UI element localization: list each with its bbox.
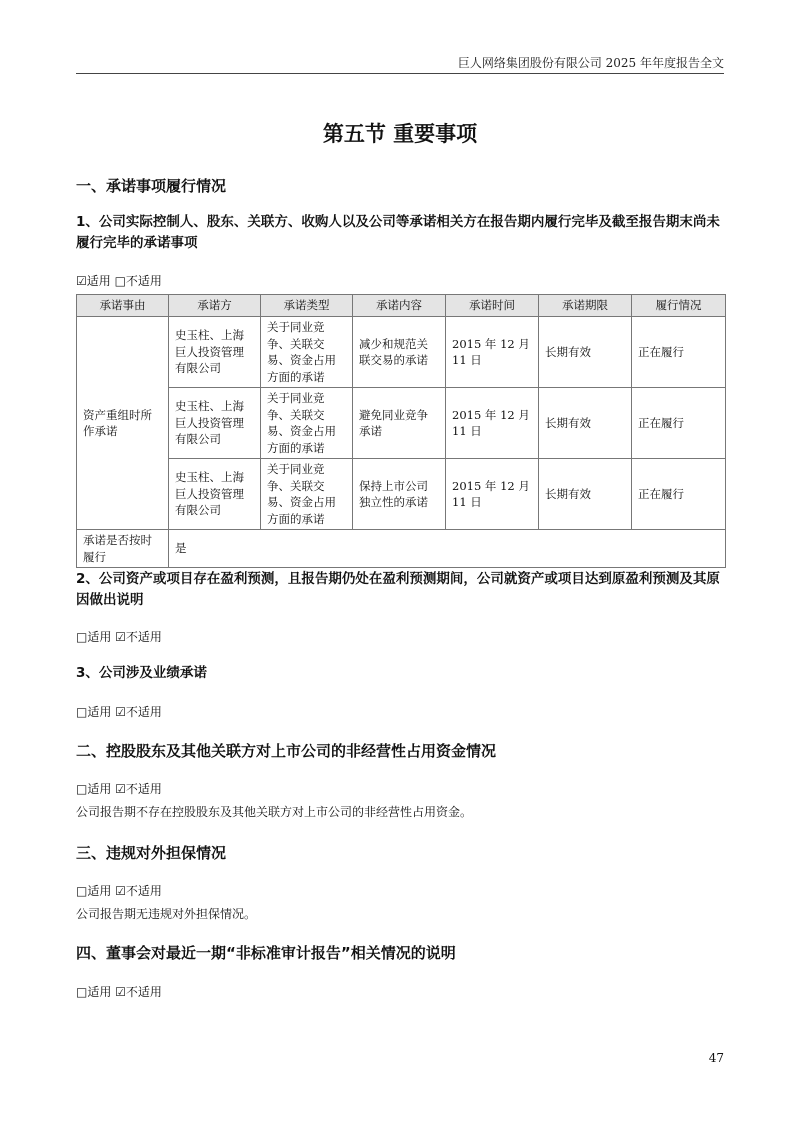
commitment-time-cell: 2015 年 12 月 11 日 [446, 459, 539, 530]
commitment-type-cell: 关于同业竞争、关联交易、资金占用方面的承诺 [261, 317, 353, 388]
subsection-3-applicability: □适用 ☑不适用 [76, 705, 162, 719]
commitment-content-cell: 避免同业竞争承诺 [353, 388, 446, 459]
table-row [77, 388, 726, 459]
commitment-status-cell: 正在履行 [632, 459, 726, 530]
commitment-party-cell: 史玉柱、上海巨人投资管理有限公司 [169, 317, 261, 388]
section-2-applicability: □适用 ☑不适用 [76, 782, 162, 796]
section-2-text: 公司报告期不存在控股股东及其他关联方对上市公司的非经营性占用资金。 [76, 805, 473, 819]
section-3-applicability: □适用 ☑不适用 [76, 884, 162, 898]
commitment-reason-cell: 资产重组时所作承诺 [77, 317, 169, 530]
section-3-heading: 三、违规对外担保情况 [76, 844, 227, 862]
column-header: 承诺时间 [446, 295, 539, 317]
commitment-term-cell: 长期有效 [539, 459, 632, 530]
commitment-status-cell: 正在履行 [632, 388, 726, 459]
commitment-type-cell: 关于同业竞争、关联交易、资金占用方面的承诺 [261, 459, 353, 530]
commitment-type-cell: 关于同业竞争、关联交易、资金占用方面的承诺 [261, 388, 353, 459]
commitment-status-cell: 正在履行 [632, 317, 726, 388]
commitment-party-cell: 史玉柱、上海巨人投资管理有限公司 [169, 459, 261, 530]
commitment-time-cell: 2015 年 12 月 11 日 [446, 388, 539, 459]
column-header: 承诺方 [169, 295, 261, 317]
commitment-table [76, 294, 726, 568]
ontime-value-cell: 是 [169, 530, 726, 568]
subsection-2-applicability: □适用 ☑不适用 [76, 630, 162, 644]
column-header: 承诺类型 [261, 295, 353, 317]
section-3-text: 公司报告期无违规对外担保情况。 [76, 907, 257, 921]
table-row [77, 530, 726, 568]
section-1-heading: 一、承诺事项履行情况 [76, 177, 227, 195]
table-row [77, 459, 726, 530]
page-title: 第五节 重要事项 [322, 122, 478, 146]
subsection-2-heading: 2、公司资产或项目存在盈利预测，且报告期仍处在盈利预测期间，公司就资产或项目达到原盈利预测及其原因做出说明 [76, 571, 720, 608]
column-header: 履行情况 [632, 295, 726, 317]
table-row [77, 317, 726, 388]
column-header: 承诺内容 [353, 295, 446, 317]
subsection-3-heading: 3、公司涉及业绩承诺 [76, 665, 207, 681]
commitment-term-cell: 长期有效 [539, 317, 632, 388]
page-number: 47 [708, 1051, 724, 1065]
column-header: 承诺事由 [77, 295, 169, 317]
subsection-1-heading: 1、公司实际控制人、股东、关联方、收购人以及公司等承诺相关方在报告期内履行完毕及截至报告期末尚未履行完毕的承诺事项 [76, 214, 720, 251]
commitment-party-cell: 史玉柱、上海巨人投资管理有限公司 [169, 388, 261, 459]
section-2-heading: 二、控股股东及其他关联方对上市公司的非经营性占用资金情况 [76, 742, 497, 760]
subsection-1-applicability: ☑适用 □不适用 [76, 274, 162, 288]
commitment-time-cell: 2015 年 12 月 11 日 [446, 317, 539, 388]
table-header-row [77, 295, 726, 317]
commitment-content-cell: 减少和规范关联交易的承诺 [353, 317, 446, 388]
commitment-term-cell: 长期有效 [539, 388, 632, 459]
page-header: 巨人网络集团股份有限公司 2025 年年度报告全文 [457, 56, 724, 70]
commitment-content-cell: 保持上市公司独立性的承诺 [353, 459, 446, 530]
section-4-heading: 四、董事会对最近一期“非标准审计报告”相关情况的说明 [76, 944, 456, 962]
header-divider [76, 73, 724, 74]
column-header: 承诺期限 [539, 295, 632, 317]
section-4-applicability: □适用 ☑不适用 [76, 985, 162, 999]
ontime-label-cell: 承诺是否按时履行 [77, 530, 169, 568]
